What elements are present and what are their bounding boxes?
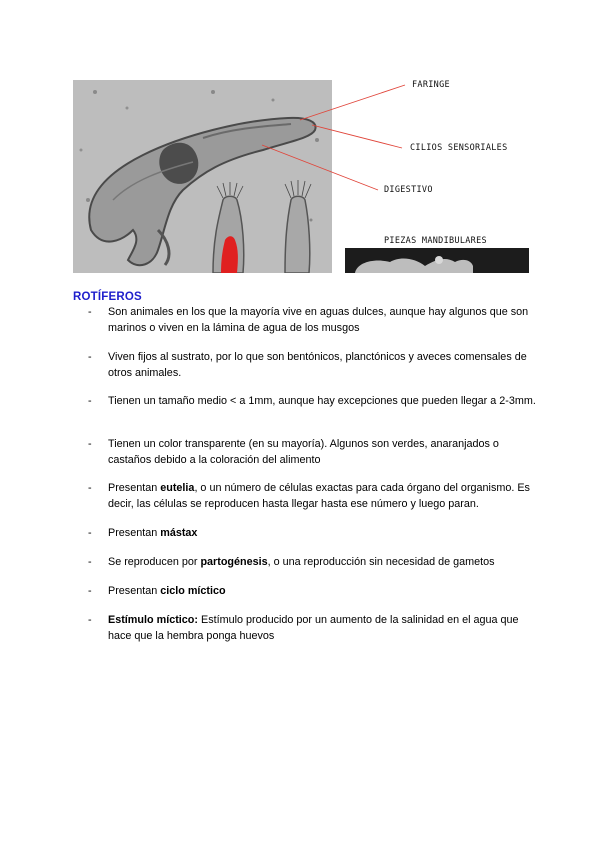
bullet-text [108,305,538,336]
text-run: Viven fijos al sustrato, por lo que son bentónicos, planctónicos y aveces comensales de otros animales. [108,351,527,379]
section-title: ROTÍFEROS [73,291,142,303]
leader-line-cilios [312,125,402,148]
bullet-marker: - [88,306,92,318]
bullet-text [108,437,538,468]
text-run: Tienen un tamaño medio < a 1mm, aunque hay excepciones que pueden llegar a 2-3mm. [108,395,536,407]
bold-term: Estímulo míctico: [108,614,198,626]
bullet-item [88,555,538,571]
bullet-item [88,613,538,644]
bullet-text [108,584,538,600]
bullet-marker: - [88,438,92,450]
bullet-item [88,305,538,336]
bullet-marker: - [88,527,92,539]
text-run: Se reproducen por [108,556,201,568]
text-run: Estímulo producido por un aumento de la salinidad en el agua que hace que la hembra ponga huevos [108,614,519,642]
text-run: , o un número de células exactas para cada órgano del organismo. Es decir, las células se reproducen hasta llegar hasta ese número y luego paran. [108,482,530,510]
bold-term: eutelia [160,482,195,494]
bullet-item [88,481,538,512]
bullet-marker: - [88,585,92,597]
callout-piezas-mandibulares: PIEZAS MANDIBULARES [384,236,487,246]
callout-faringe: FARINGE [412,80,450,90]
bullet-item [88,437,538,468]
bold-term: ciclo míctico [160,585,226,597]
text-run: Presentan [108,527,161,539]
leader-line-faringe [300,85,405,120]
bullet-text [108,613,538,644]
callout-cilios-sensoriales: CILIOS SENSORIALES [410,143,508,153]
text-run: Presentan [108,585,161,597]
bullet-marker: - [88,556,92,568]
bullet-text [108,555,538,571]
bullet-item [88,350,538,381]
rotifer-figure [0,0,600,290]
bullet-text [108,350,538,381]
bullet-item [88,526,538,542]
text-run: , o una reproducción sin necesidad de gametos [267,556,495,568]
callout-leader-lines [0,0,600,290]
bullet-marker: - [88,351,92,363]
bullet-marker: - [88,614,92,626]
text-run: Son animales en los que la mayoría vive en aguas dulces, aunque hay algunos que son marinos o viven en la lámina de agua de los musgos [108,306,529,334]
text-run: Tienen un color transparente (en su mayoría). Algunos son verdes, anaranjados o castaños debido a la coloración del alimento [108,438,499,466]
bold-term: partogénesis [200,556,268,568]
bullet-item [88,394,538,410]
bold-term: mástax [160,527,198,539]
bullet-text [108,526,538,542]
bullet-text [108,481,538,512]
bullet-marker: - [88,482,92,494]
bullet-marker: - [88,395,92,407]
leader-line-digestivo [262,145,378,190]
callout-digestivo: DIGESTIVO [384,185,433,195]
text-run: Presentan [108,482,161,494]
bullet-text [108,394,538,410]
bullet-item [88,584,538,600]
